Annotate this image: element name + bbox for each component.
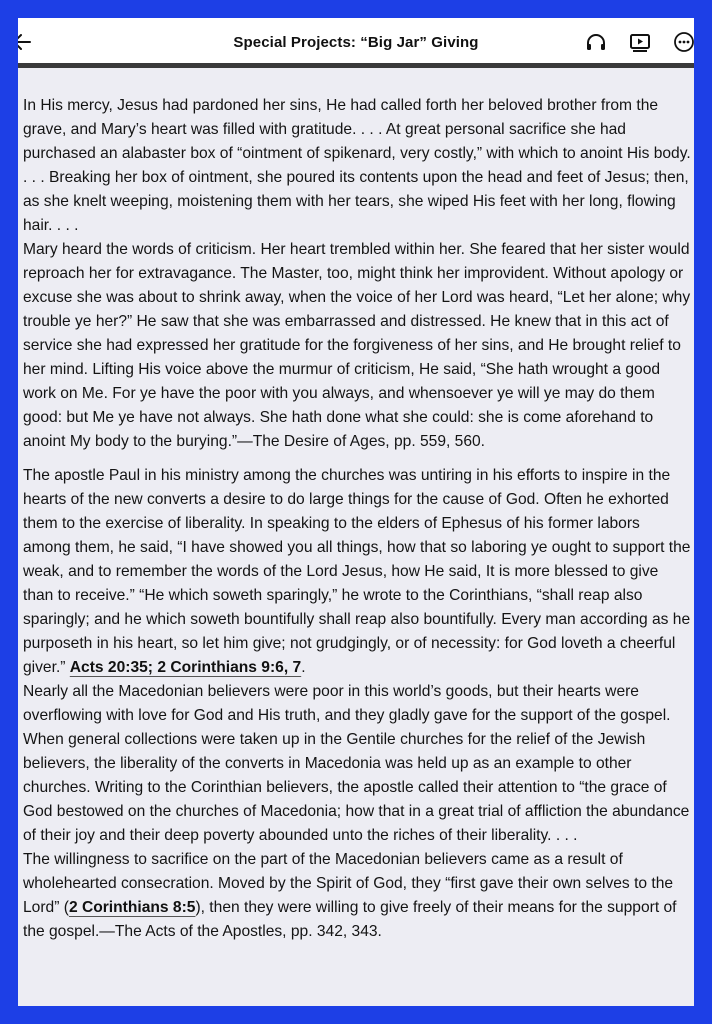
- play-box-icon[interactable]: [628, 30, 652, 54]
- paragraph: [23, 464, 691, 680]
- paragraph: Mary heard the words of criticism. Her heart trembled within her. She feared that her sister would reproach her for extravagance. The Master, too, might think her improvident. Without apology or excuse she was about to shrink away, when the voice of her Lord was heard, “Let her alone; why trouble ye her?” He saw that she was embarrassed and distressed. He knew that in this act of service she had expressed her gratitude for the forgiveness of her sins, and He brought relief to her mind. Lifting His voice above the murmur of criticism, He said, “She hath wrought a good work on Me. For ye have the poor with you always, and whensoever ye will ye may do them good: but Me ye have not always. She hath done what she could: she is come aforehand to anoint My body to the burying.”—The Desire of Ages, pp. 559, 560.: [23, 241, 691, 450]
- headphones-icon[interactable]: [584, 30, 608, 54]
- paragraph-text: .: [301, 659, 306, 676]
- article-body: [23, 94, 691, 944]
- page-title: Special Projects: “Big Jar” Giving: [233, 34, 479, 51]
- paragraph-text: ), then they were willing to give freely of their means for the support of the gospel.—The Acts of the Apostles, pp. 342, 343.: [23, 899, 677, 940]
- more-circle-icon[interactable]: [672, 30, 694, 54]
- paragraph-text: The apostle Paul in his ministry among the churches was untiring in his efforts to inspire in the hearts of the new converts a desire to do large things for the cause of God. Often he exhorted them to the exercise of liberality. In speaking to the elders of Ephesus of his former labors among them, he said, “I have showed you all things, how that so laboring ye ought to support the weak, and to remember the words of the Lord Jesus, how He said, It is more blessed to give than to receive.” “He which soweth sparingly,” he wrote to the Corinthians, “shall reap also sparingly; and he which soweth bountifully shall reap also bountifully. Every man according as he purposeth in his heart, so let him give; not grudgingly, or of necessity: for God loveth a cheerful giver.”: [23, 467, 691, 676]
- scripture-reference-link[interactable]: 2 Corinthians 8:5: [68, 899, 196, 916]
- paragraph: Nearly all the Macedonian believers were poor in this world’s goods, but their hearts were overflowing with love for God and His truth, and they gladly gave for the support of the gospel. When general collections were taken up in the Gentile churches for the relief of the Jewish believers, the liberality of the converts in Macedonia was held up as an example to other churches. Writing to the Corinthian believers, the apostle called their attention to “the grace of God bestowed on the churches of Macedonia; how that in a great trial of affliction the abundance of their joy and their deep poverty abounded unto the riches of their liberality. . . .: [23, 683, 690, 844]
- top-bar: [18, 18, 694, 68]
- reader-window: [18, 18, 694, 1006]
- paragraph: In His mercy, Jesus had pardoned her sins, He had called forth her beloved brother from the grave, and Mary’s heart was filled with gratitude. . . . At great personal sacrifice she had purchased an alabaster box of “ointment of spikenard, very costly,” with which to anoint His body. . . . Breaking her box of ointment, she poured its contents upon the head and feet of Jesus; then, as she knelt weeping, moistening them with her tears, she wiped His feet with her long, flowing hair. . . .: [23, 97, 691, 234]
- paragraph-text: The willingness to sacrifice on the part of the Macedonian believers came as a result of wholehearted consecration. Moved by the Spirit of God, they “first gave their own selves to the Lord” (: [23, 851, 674, 916]
- scripture-reference-link[interactable]: Acts 20:35; 2 Corinthians 9:6, 7: [69, 659, 302, 676]
- reading-progress-bar: [18, 63, 694, 68]
- paragraph: [23, 848, 691, 944]
